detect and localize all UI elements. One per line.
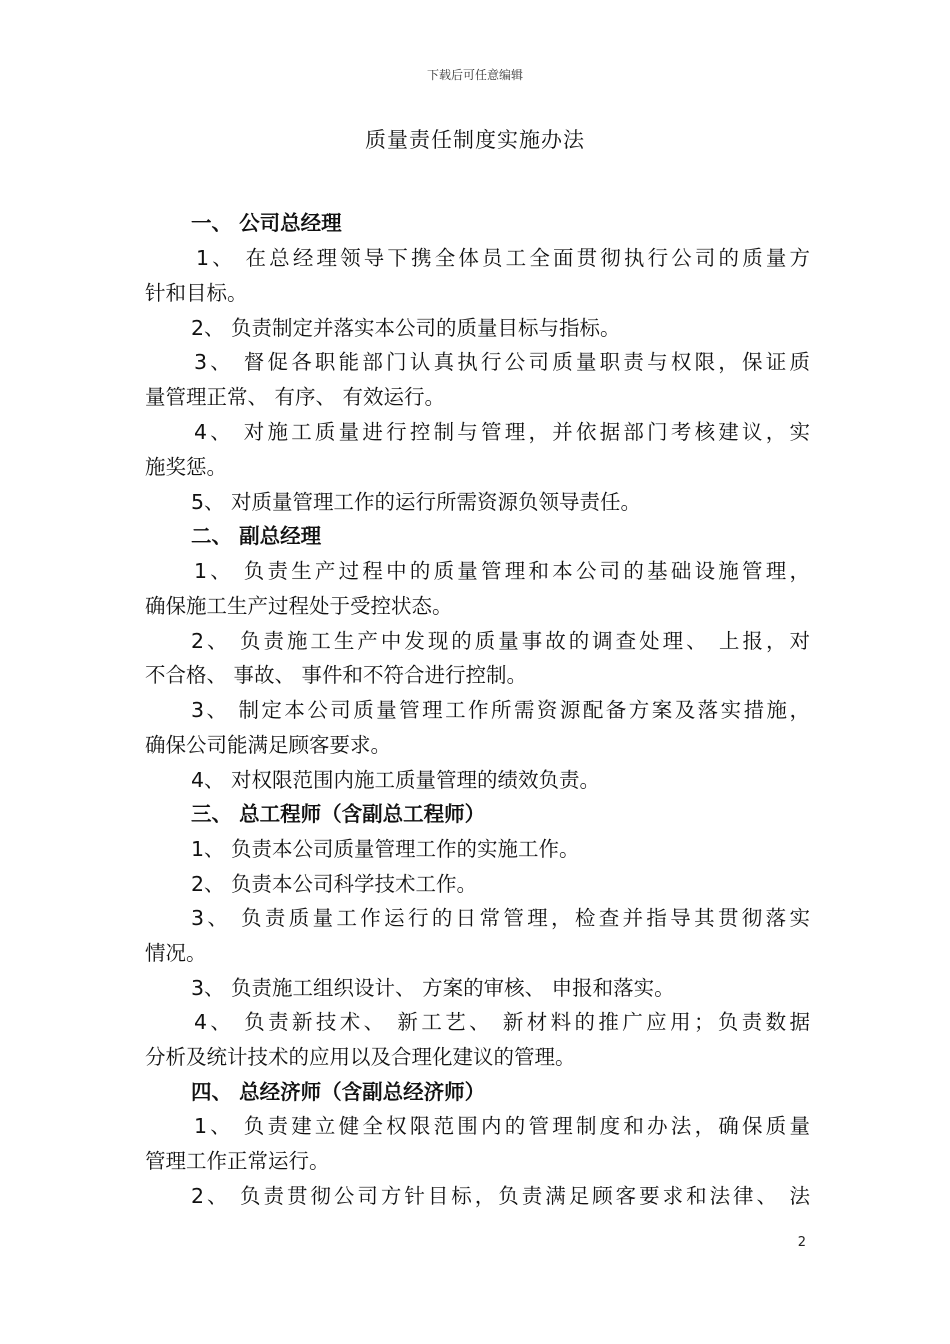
paragraph-line: 5、 对质量管理工作的运行所需资源负领导责任。	[191, 490, 642, 514]
paragraph-line: 针和目标。	[145, 281, 248, 305]
paragraph-line: 2、 负责制定并落实本公司的质量目标与指标。	[191, 316, 621, 340]
paragraph-line: 确保施工生产过程处于受控状态。	[145, 594, 453, 618]
section-heading-4: 四、 总经济师（含副总经济师）	[191, 1080, 486, 1104]
paragraph-line: 2、 负责施工生产中发现的质量事故的调查处理、 上报，对	[191, 629, 810, 653]
paragraph-line: 1、 负责本公司质量管理工作的实施工作。	[191, 837, 580, 861]
paragraph-line: 分析及统计技术的应用以及合理化建议的管理。	[145, 1045, 576, 1069]
paragraph-line: 1、 负责建立健全权限范围内的管理制度和办法，确保质量	[194, 1114, 810, 1138]
paragraph-line: 1、 负责生产过程中的质量管理和本公司的基础设施管理，	[194, 559, 810, 583]
paragraph-line: 管理工作正常运行。	[145, 1149, 330, 1173]
paragraph-line: 不合格、 事故、 事件和不符合进行控制。	[145, 663, 528, 687]
paragraph-line: 2、 负责本公司科学技术工作。	[191, 872, 478, 896]
paragraph-line: 2、 负责贯彻公司方针目标，负责满足顾客要求和法律、 法	[191, 1184, 810, 1208]
paragraph-line: 4、 负责新技术、 新工艺、 新材料的推广应用；负责数据	[194, 1010, 810, 1034]
section-heading-2: 二、 副总经理	[191, 524, 322, 548]
header-note: 下载后可任意编辑	[426, 68, 523, 82]
paragraph-line: 4、 对施工质量进行控制与管理，并依据部门考核建议，实	[194, 420, 810, 444]
paragraph-line: 4、 对权限范围内施工质量管理的绩效负责。	[191, 768, 601, 792]
paragraph-line: 确保公司能满足顾客要求。	[145, 733, 391, 757]
paragraph-line: 3、 制定本公司质量管理工作所需资源配备方案及落实措施，	[191, 698, 810, 722]
page-number: 2	[797, 1235, 806, 1250]
paragraph-line: 3、 负责施工组织设计、 方案的审核、 申报和落实。	[191, 976, 675, 1000]
paragraph-line: 施奖惩。	[145, 455, 227, 479]
paragraph-line: 1、 在总经理领导下携全体员工全面贯彻执行公司的质量方	[196, 246, 810, 270]
section-heading-1: 一、 公司总经理	[191, 211, 342, 235]
document-title: 质量责任制度实施办法	[365, 128, 585, 152]
paragraph-line: 3、 负责质量工作运行的日常管理，检查并指导其贯彻落实	[191, 906, 810, 930]
section-heading-3: 三、 总工程师（含副总工程师）	[191, 802, 486, 826]
paragraph-line: 3、 督促各职能部门认真执行公司质量职责与权限，保证质	[194, 350, 810, 374]
paragraph-line: 量管理正常、 有序、 有效运行。	[145, 385, 446, 409]
paragraph-line: 情况。	[145, 941, 207, 965]
